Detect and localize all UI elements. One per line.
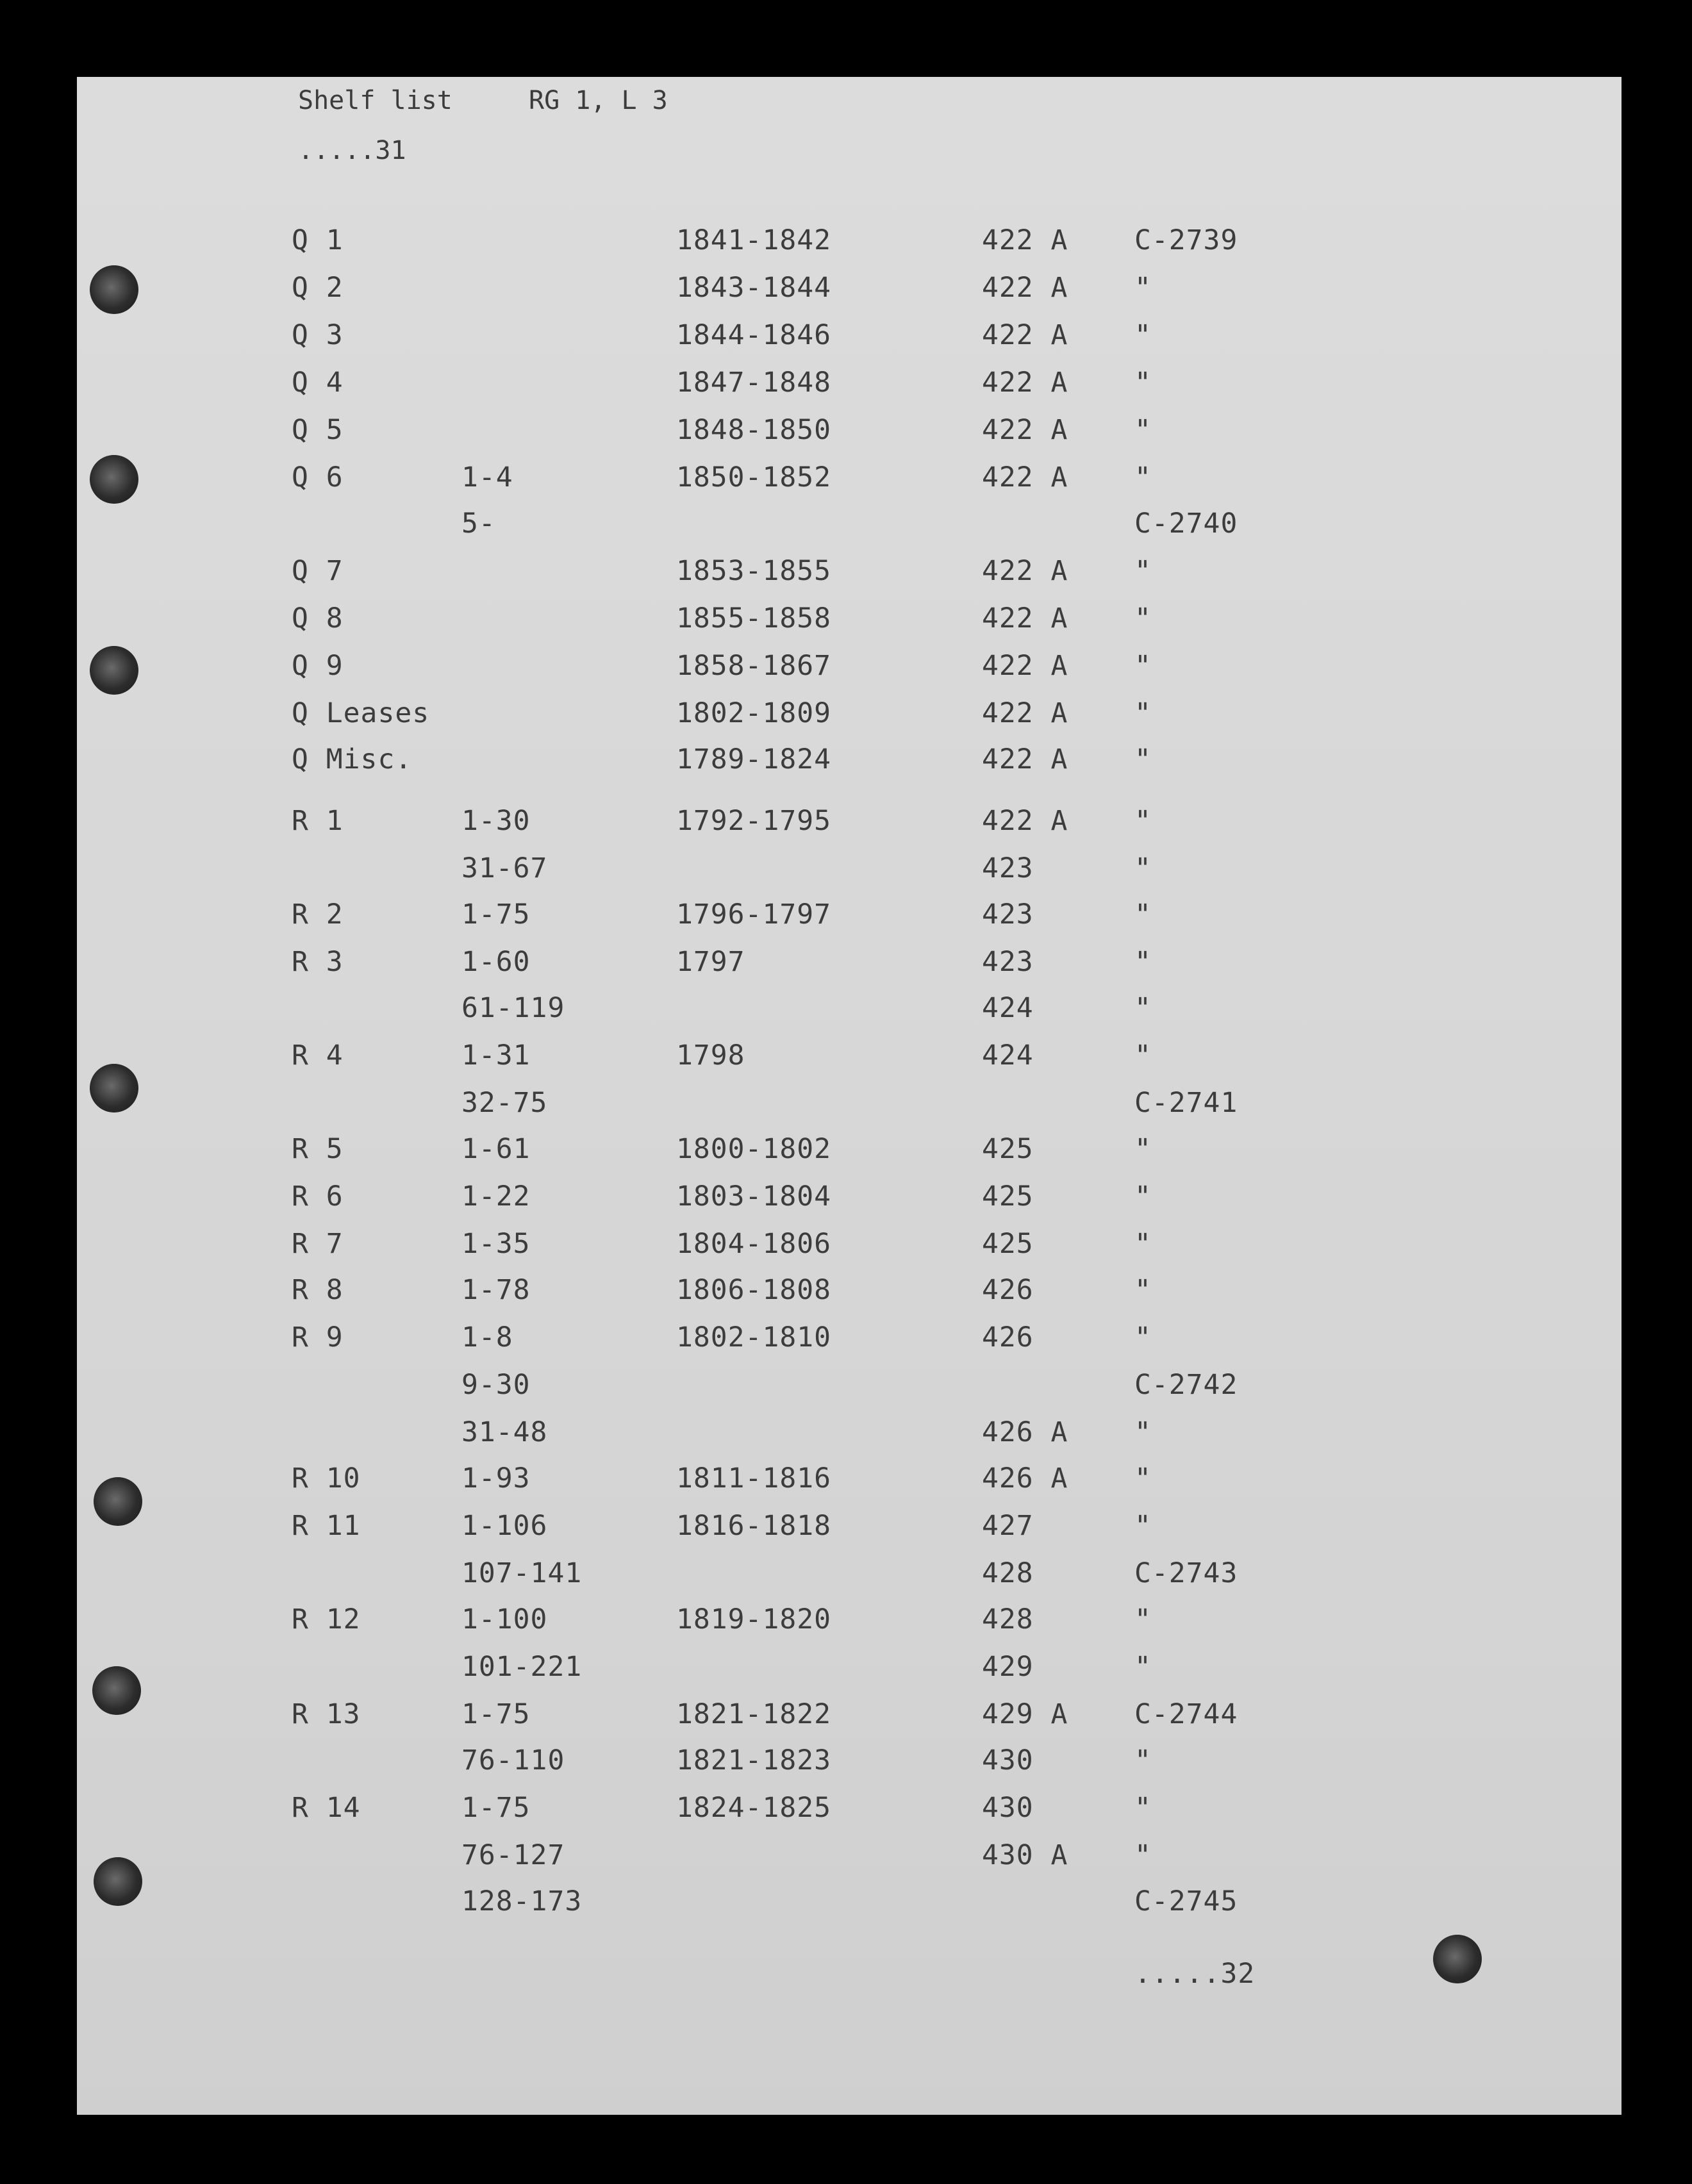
row-box: 422 A <box>982 414 1068 446</box>
row-box: 424 <box>982 1039 1034 1071</box>
table-row <box>77 852 1622 897</box>
row-ref: " <box>1134 1274 1152 1306</box>
row-years: 1848-1850 <box>676 414 831 446</box>
row-range: 31-67 <box>461 852 548 884</box>
row-ref: " <box>1134 1792 1152 1824</box>
row-item-label: R 1 <box>292 805 344 837</box>
row-box: 423 <box>982 946 1034 978</box>
row-ref: " <box>1134 1510 1152 1542</box>
row-range: 5- <box>461 508 496 540</box>
row-range: 1-8 <box>461 1321 513 1353</box>
row-ref: " <box>1134 602 1152 634</box>
row-box: 426 A <box>982 1416 1068 1448</box>
row-item-label: Q 7 <box>292 555 344 587</box>
row-box: 428 <box>982 1603 1034 1635</box>
row-ref: " <box>1134 1462 1152 1494</box>
row-ref: C-2742 <box>1134 1369 1238 1401</box>
row-years: 1789-1824 <box>676 743 831 775</box>
row-box: 422 A <box>982 319 1068 351</box>
row-range: 61-119 <box>461 992 565 1024</box>
table-row <box>77 1462 1622 1507</box>
row-range: 32-75 <box>461 1087 548 1119</box>
table-row <box>77 1510 1622 1555</box>
table-row <box>77 319 1622 364</box>
row-ref: " <box>1134 461 1152 493</box>
table-row <box>77 1180 1622 1225</box>
row-box: 422 A <box>982 602 1068 634</box>
row-years: 1858-1867 <box>676 650 831 682</box>
row-box: 422 A <box>982 650 1068 682</box>
table-row <box>77 650 1622 695</box>
row-ref: " <box>1134 946 1152 978</box>
table-row <box>77 1274 1622 1319</box>
row-item-label: R 9 <box>292 1321 344 1353</box>
row-item-label: R 5 <box>292 1133 344 1165</box>
row-box: 425 <box>982 1180 1034 1212</box>
row-range: 1-22 <box>461 1180 531 1212</box>
row-years: 1796-1797 <box>676 898 831 931</box>
table-row <box>77 1087 1622 1132</box>
row-ref: " <box>1134 414 1152 446</box>
row-box: 429 <box>982 1651 1034 1683</box>
table-row <box>77 508 1622 552</box>
row-ref: " <box>1134 743 1152 775</box>
row-box: 422 A <box>982 805 1068 837</box>
row-box: 426 <box>982 1274 1034 1306</box>
row-years: 1804-1806 <box>676 1228 831 1260</box>
row-box: 425 <box>982 1133 1034 1165</box>
table-row <box>77 898 1622 943</box>
row-range: 1-78 <box>461 1274 531 1306</box>
row-years: 1850-1852 <box>676 461 831 493</box>
record-group: RG 1, L 3 <box>529 86 668 115</box>
row-years: 1802-1810 <box>676 1321 831 1353</box>
row-years: 1806-1808 <box>676 1274 831 1306</box>
row-item-label: R 2 <box>292 898 344 931</box>
row-ref: " <box>1134 1133 1152 1165</box>
row-ref: " <box>1134 852 1152 884</box>
row-ref: C-2745 <box>1134 1885 1238 1917</box>
row-range: 1-75 <box>461 1698 531 1730</box>
row-years: 1843-1844 <box>676 272 831 304</box>
row-range: 1-61 <box>461 1133 531 1165</box>
row-range: 1-75 <box>461 898 531 931</box>
row-box: 422 A <box>982 555 1068 587</box>
table-row <box>77 1321 1622 1366</box>
row-range: 128-173 <box>461 1885 583 1917</box>
row-range: 1-100 <box>461 1603 548 1635</box>
row-years: 1853-1855 <box>676 555 831 587</box>
row-item-label: Q 1 <box>292 224 344 256</box>
row-range: 31-48 <box>461 1416 548 1448</box>
row-ref: " <box>1134 697 1152 729</box>
row-item-label: Q 8 <box>292 602 344 634</box>
row-range: 76-127 <box>461 1839 565 1871</box>
row-range: 1-60 <box>461 946 531 978</box>
row-range: 1-93 <box>461 1462 531 1494</box>
table-row <box>77 697 1622 742</box>
row-ref: " <box>1134 367 1152 399</box>
row-ref: " <box>1134 1651 1152 1683</box>
row-range: 107-141 <box>461 1557 583 1589</box>
row-box: 429 A <box>982 1698 1068 1730</box>
row-box: 422 A <box>982 272 1068 304</box>
table-row <box>77 805 1622 850</box>
row-ref: C-2741 <box>1134 1087 1238 1119</box>
table-row <box>77 1133 1622 1178</box>
row-ref: " <box>1134 272 1152 304</box>
table-row <box>77 1792 1622 1837</box>
row-ref: " <box>1134 898 1152 931</box>
table-row <box>77 1885 1622 1930</box>
table-row <box>77 1228 1622 1273</box>
row-box: 422 A <box>982 743 1068 775</box>
table-row <box>77 1839 1622 1884</box>
row-box: 426 A <box>982 1462 1068 1494</box>
row-ref: " <box>1134 1839 1152 1871</box>
row-box: 430 <box>982 1792 1034 1824</box>
row-item-label: Q 4 <box>292 367 344 399</box>
table-row <box>77 555 1622 600</box>
row-years: 1798 <box>676 1039 745 1071</box>
next-page-marker: .....32 <box>1134 1958 1256 1990</box>
row-years: 1847-1848 <box>676 367 831 399</box>
row-item-label: R 4 <box>292 1039 344 1071</box>
row-range: 101-221 <box>461 1651 583 1683</box>
row-years: 1844-1846 <box>676 319 831 351</box>
row-box: 426 <box>982 1321 1034 1353</box>
row-years: 1797 <box>676 946 745 978</box>
table-row <box>77 946 1622 991</box>
row-years: 1803-1804 <box>676 1180 831 1212</box>
previous-page-marker: .....31 <box>298 136 406 165</box>
document-page <box>77 77 1622 2115</box>
row-box: 422 A <box>982 224 1068 256</box>
row-box: 430 A <box>982 1839 1068 1871</box>
table-row <box>77 1039 1622 1084</box>
row-box: 422 A <box>982 367 1068 399</box>
table-row <box>77 1416 1622 1461</box>
table-row <box>77 1557 1622 1602</box>
row-ref: C-2744 <box>1134 1698 1238 1730</box>
table-row <box>77 224 1622 269</box>
row-item-label: R 7 <box>292 1228 344 1260</box>
row-ref: " <box>1134 319 1152 351</box>
row-item-label: Q Misc. <box>292 743 413 775</box>
row-ref: C-2743 <box>1134 1557 1238 1589</box>
row-years: 1824-1825 <box>676 1792 831 1824</box>
table-row <box>77 743 1622 788</box>
row-item-label: Q 9 <box>292 650 344 682</box>
row-years: 1841-1842 <box>676 224 831 256</box>
row-box: 423 <box>982 852 1034 884</box>
row-years: 1792-1795 <box>676 805 831 837</box>
row-range: 1-75 <box>461 1792 531 1824</box>
punch-hole <box>1433 1935 1482 1983</box>
row-years: 1816-1818 <box>676 1510 831 1542</box>
table-row <box>77 1369 1622 1414</box>
row-ref: " <box>1134 555 1152 587</box>
row-years: 1802-1809 <box>676 697 831 729</box>
row-years: 1821-1823 <box>676 1744 831 1776</box>
row-item-label: R 10 <box>292 1462 361 1494</box>
row-range: 9-30 <box>461 1369 531 1401</box>
row-years: 1811-1816 <box>676 1462 831 1494</box>
row-ref: " <box>1134 992 1152 1024</box>
row-ref: " <box>1134 1744 1152 1776</box>
row-ref: C-2740 <box>1134 508 1238 540</box>
row-years: 1800-1802 <box>676 1133 831 1165</box>
row-box: 423 <box>982 898 1034 931</box>
row-item-label: Q 6 <box>292 461 344 493</box>
row-range: 1-30 <box>461 805 531 837</box>
row-box: 424 <box>982 992 1034 1024</box>
row-box: 422 A <box>982 461 1068 493</box>
row-item-label: Q 2 <box>292 272 344 304</box>
table-row <box>77 367 1622 411</box>
row-ref: " <box>1134 1228 1152 1260</box>
table-row <box>77 272 1622 317</box>
row-item-label: R 12 <box>292 1603 361 1635</box>
row-item-label: R 14 <box>292 1792 361 1824</box>
row-box: 430 <box>982 1744 1034 1776</box>
row-range: 1-4 <box>461 461 513 493</box>
row-ref: " <box>1134 1416 1152 1448</box>
row-years: 1821-1822 <box>676 1698 831 1730</box>
row-item-label: R 3 <box>292 946 344 978</box>
page-title: Shelf list <box>298 86 452 115</box>
row-item-label: Q Leases <box>292 697 430 729</box>
row-item-label: Q 3 <box>292 319 344 351</box>
row-ref: C-2739 <box>1134 224 1238 256</box>
row-item-label: Q 5 <box>292 414 344 446</box>
row-years: 1855-1858 <box>676 602 831 634</box>
row-years: 1819-1820 <box>676 1603 831 1635</box>
row-item-label: R 8 <box>292 1274 344 1306</box>
row-range: 76-110 <box>461 1744 565 1776</box>
table-row <box>77 461 1622 506</box>
row-box: 425 <box>982 1228 1034 1260</box>
table-row <box>77 1603 1622 1648</box>
table-row <box>77 602 1622 647</box>
row-item-label: R 11 <box>292 1510 361 1542</box>
row-ref: " <box>1134 650 1152 682</box>
row-ref: " <box>1134 1603 1152 1635</box>
row-range: 1-31 <box>461 1039 531 1071</box>
row-box: 427 <box>982 1510 1034 1542</box>
row-ref: " <box>1134 805 1152 837</box>
table-row <box>77 1698 1622 1743</box>
table-row <box>77 1651 1622 1696</box>
row-ref: " <box>1134 1321 1152 1353</box>
row-item-label: R 13 <box>292 1698 361 1730</box>
table-row <box>77 414 1622 459</box>
row-ref: " <box>1134 1039 1152 1071</box>
row-box: 422 A <box>982 697 1068 729</box>
table-row <box>77 992 1622 1037</box>
row-range: 1-35 <box>461 1228 531 1260</box>
row-box: 428 <box>982 1557 1034 1589</box>
row-ref: " <box>1134 1180 1152 1212</box>
row-range: 1-106 <box>461 1510 548 1542</box>
table-row <box>77 1744 1622 1789</box>
row-item-label: R 6 <box>292 1180 344 1212</box>
